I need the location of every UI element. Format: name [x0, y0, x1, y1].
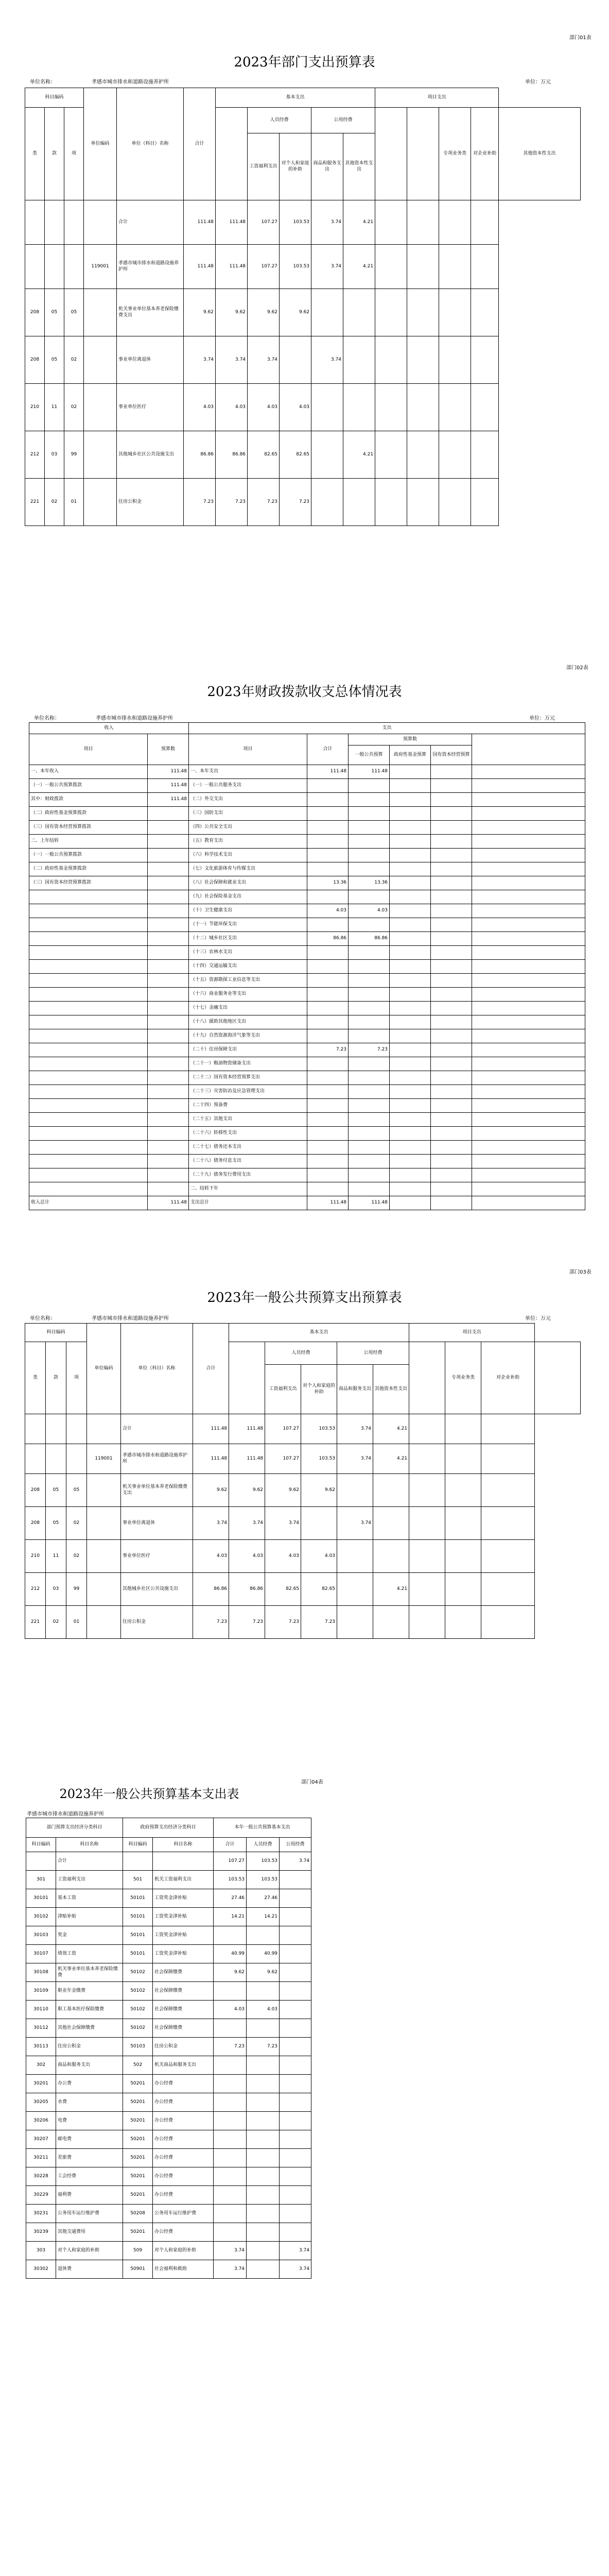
table-row: 302 商品和服务支出 502 机关商品和服务支出	[26, 2056, 311, 2075]
table-row: （二十七）债务还本支出	[29, 1141, 585, 1155]
table-row: 301 工资福利支出 501 机关工资福利支出 103.53 103.53	[26, 1871, 311, 1889]
table-row: 30103 奖金 50101 工资奖金津补贴	[26, 1926, 311, 1945]
table-row: 30228 工会经费 50201 办公经费	[26, 2167, 311, 2186]
table4-title: 2023年一般公共预算基本支出表	[59, 1787, 239, 1801]
table-row: 208 05 05 机关事业单位基本养老保险缴费支出 9.62 9.62 9.62 9.62	[25, 1474, 581, 1507]
unit-name-4: 孝感市城市排水和道路设施养护所	[27, 1811, 104, 1817]
table-row: （十）卫生健康支出 4.03 4.03	[29, 904, 585, 918]
table-row: 208 05 05 机关事业单位基本养老保险缴费支出 9.62 9.62 9.62 9.62	[25, 289, 581, 336]
table3-title: 2023年一般公共预算支出预算表	[207, 1290, 402, 1306]
table-row: 30231 公务用车运行维护费 50208 公务用车运行维护费	[26, 2205, 311, 2223]
unit-label-2: 单位名称：	[34, 716, 60, 721]
unit-name-1: 孝感市城市排水和道路设施养护所	[92, 79, 169, 85]
unit-label-3: 单位名称：	[30, 1316, 56, 1321]
table-row: 303 对个人和家庭的补助 509 对个人和家庭的补助 3.74 3.74	[26, 2242, 311, 2260]
yuan-label-2: 单位：万元	[529, 716, 555, 721]
table-row: 212 03 99 其他城乡社区公共设施支出 86.86 86.86 82.65 82.65 4.21	[25, 431, 581, 479]
table-row: （十一）节能环保支出	[29, 918, 585, 932]
table-row: （二十九）债务发行费用支出	[29, 1168, 585, 1182]
table4-general-basic-expense: 部门预算支出经济分类科目 政府预算支出经济分类科目 本年一般公共预算基本支出 科目编码 科目名称 科目编码 科目名称 合计 人员经费 公用经费 合计 107.27 103.53 3.74 301 工资福利支出 501 机关工资福利支出 103.53 103.53 30101 基本工资 50101 工资奖金津补贴 27.46 27.46 30102 津贴补贴 50101 工资奖金津补贴 14.21 14.21 30103 奖金 50101 工资奖金津补贴 30107 绩效工资 50101 工资奖金津补贴 40.99 40.99 30108 机关事业单位基本养老保险缴费 50102 社会保障缴费 9.62 9.62 30109 职业年金缴费 50102 社会保障缴费 30110 职工基本医疗保险缴费 50102 社会保障缴费 4.03 4.03 30112 其他社会保障缴费 50102 社会保障缴费 30113 住房公积金 50103 住房公积金 7.23 7.23 302 商品和服务支出 502 机关商品和服务支出 30201 办公费 50201 办公经费 30205 水费 50201 办公经费 30206 电费 50201 办公经费 30207 邮电费 50201 办公经费 30211 差旅费 50201 办公经费 30228 工会经费 50201 办公经费 30229 福利费 50201 办公经费 30231 公务用车运行维护费 50208 公务用车运行维护费 30239 其他交通费用 50201 办公经费 303 对个人和家庭的补助 509 对个人和家庭的补助 3.74 3.74 30302 退休费 50901 社会福利和救助 3.74 3.74	[26, 1818, 311, 2279]
table-row: 208 05 02 事业单位离退休 3.74 3.74 3.74 3.74	[25, 336, 581, 384]
yuan-label-1: 单位：万元	[525, 79, 551, 85]
table-row: 合计 111.48 111.48 107.27 103.53 3.74 4.21	[25, 200, 581, 245]
page-number-3: 部门03表	[569, 1269, 591, 1275]
table-row: 210 11 02 事业单位医疗 4.03 4.03 4.03 4.03	[25, 1540, 581, 1573]
col-basic: 基本支出	[216, 88, 375, 108]
table-row: 合计 107.27 103.53 3.74	[26, 1852, 311, 1871]
table-row: （二）政府性基金预算拨款 （三）国防支出	[29, 807, 585, 821]
col-name: 单位（科目）名称	[117, 88, 184, 200]
table-row: 30206 电费 50201 办公经费	[26, 2112, 311, 2130]
table-row: （十八）援助其他地区支出	[29, 1015, 585, 1029]
table-row: 30239 其他交通费用 50201 办公经费	[26, 2223, 311, 2242]
table-row: （十九）自然资源海洋气象等支出	[29, 1029, 585, 1043]
table-row: 30102 津贴补贴 50101 工资奖金津补贴 14.21 14.21	[26, 1908, 311, 1926]
col-unitcode: 单位编码	[84, 88, 117, 200]
table2-fiscal-overview: 收入 支出 项目 预算数 项目 合计 预算数 一般公共预算 政府性基金预算 国有资本经营预算 一、本年收入 111.48 一、本年支出 111.48 111.48 （一）一般公共预算拨款 111.48 （一）一般公共服务支出 其中：财政拨款 111.48 （二）外交支出 （二）政府性基金预算拨款 （三）国防支出 （三）国有资本经营预算拨款 （四）公共安全支出 二、上年结转 （五）教育支出 （一）一般公共预算拨款 （六）科学技术支出 （二）政府性基金预算拨款 （七）文化旅游体育与传媒支出 （三）国有资本经营预算拨款 （八）社会保障和就业支出 13.36 13.36 （九）社会保险基金支出 （十）卫生健康支出 4.03 4.03 （十一）节能环保支出 （十二）城乡社区支出 86.86 86.86 （十三）农林水支出 （十四）交通运输支出 （十五）资源勘探工业信息等支出 （十六）商业服务业等支出 （十七）金融支出 （十八）援助其他地区支出 （十九）自然资源海洋气象等支出 （二十）住房保障支出 7.23 7.23 （二十一）粮油物资储备支出 （二十二）国有资本经营预算支出 （二十三）灾害防治及应急管理支出 （二十四）预备费 （二十五）其他支出 （二十六）转移性支出 （二十七）债务还本支出 （二十八）债务付息支出 （二十九）债务发行费用支出 二、结转下年 收入总计 111.48 支出总计 111.48 111.48	[29, 722, 585, 1210]
table-row: （一）一般公共预算拨款 111.48 （一）一般公共服务支出	[29, 779, 585, 793]
table-row: （二十三）灾害防治及应急管理支出	[29, 1085, 585, 1099]
table3-general-budget-expense: 科目编码 单位编码 单位（科目）名称 合计 基本支出 项目支出 类 款 项 人员经费 公用经费 专项业务类 对企业补助 工资福利支出 对个人和家庭的补助 商品和服务支出 其他资本性支出 合计 111.48 111.48 107.27 103.53 3.74 4.21 119001 孝感市城市排水和道路设施养护所 111.48 111.48 107.27 103.53 3.74 4.21 208 05 05 机关事业单位基本养老保险缴费支出 9.62 9.62 9.62 9.62 208 05 02 事业单位离退休 3.74 3.74 3.74 3.74 210 11 02 事业单位医疗 4.03 4.03 4.03 4.03 212 03 99 其他城乡社区公共设施支出 86.86 86.86 82.65 82.65 4.21 221 02 01 住房公积金 7.23 7.23 7.23 7.23	[25, 1323, 581, 1639]
unit-name-3: 孝感市城市排水和道路设施养护所	[92, 1316, 169, 1321]
table-row: （十三）农林水支出	[29, 946, 585, 960]
page-number-4: 部门04表	[301, 1780, 323, 1785]
table-row: （十七）金融支出	[29, 1002, 585, 1015]
table-row: 收入总计 111.48 支出总计 111.48 111.48	[29, 1196, 585, 1210]
table-row: 30113 住房公积金 50103 住房公积金 7.23 7.23	[26, 2038, 311, 2056]
table-row: （二十四）预备费	[29, 1099, 585, 1113]
table-row: 30205 水费 50201 办公经费	[26, 2093, 311, 2112]
table-row: （二十六）转移性支出	[29, 1127, 585, 1141]
table-row: （十二）城乡社区支出 86.86 86.86	[29, 932, 585, 946]
table-row: 其中：财政拨款 111.48 （二）外交支出	[29, 793, 585, 807]
table-row: （二十八）债务付息支出	[29, 1155, 585, 1168]
table1-department-expense: 科目编码 单位编码 单位（科目）名称 合计 基本支出 项目支出 类 款 项 人员经费 公用经费 专项业务类 对企业补助 其他资本性支出 工资福利支出 对个人和家庭的补助 商品和服务支出 其他资本性支出 合计 111.48 111.48 107.27 103.53 3.74 4.21 119001 孝感市城市排水和道路设施养护所 111.48 111.48 107.27 103.53 3.74 4.21 208 05 05 机关事业单位基本养老保险缴费支出 9.62 9.62 9.62 9.62 208 05 02 事业单位离退休 3.74 3.74 3.74 3.74 210 11 02 事业单位医疗 4.03 4.03 4.03 4.03 212 03 99 其他城乡社区公共设施支出 86.86 86.86 82.65 82.65 4.21 221 02 01 住房公积金 7.23 7.23 7.23 7.23	[25, 88, 581, 526]
table-row: 221 02 01 住房公积金 7.23 7.23 7.23 7.23	[25, 479, 581, 526]
table-row: 30110 职工基本医疗保险缴费 50102 社会保障缴费 4.03 4.03	[26, 2001, 311, 2019]
table-row: 30211 差旅费 50201 办公经费	[26, 2149, 311, 2167]
table-row: （三）国有资本经营预算拨款 （八）社会保障和就业支出 13.36 13.36	[29, 876, 585, 890]
table-row: （二十五）其他支出	[29, 1113, 585, 1127]
table-row: （十四）交通运输支出	[29, 960, 585, 974]
table-row: 30101 基本工资 50101 工资奖金津补贴 27.46 27.46	[26, 1889, 311, 1908]
table-row: 221 02 01 住房公积金 7.23 7.23 7.23 7.23	[25, 1606, 581, 1639]
table-row: 119001 孝感市城市排水和道路设施养护所 111.48 111.48 107.27 103.53 3.74 4.21	[25, 1444, 581, 1474]
table-row: （二）政府性基金预算拨款 （七）文化旅游体育与传媒支出	[29, 862, 585, 876]
table-row: 119001 孝感市城市排水和道路设施养护所 111.48 111.48 107.27 103.53 3.74 4.21	[25, 245, 581, 289]
table-row: 30112 其他社会保障缴费 50102 社会保障缴费	[26, 2019, 311, 2038]
unit-name-2: 孝感市城市排水和道路设施养护所	[96, 716, 173, 721]
table-row: 212 03 99 其他城乡社区公共设施支出 86.86 86.86 82.65 82.65 4.21	[25, 1573, 581, 1606]
table-row: （十五）资源勘探工业信息等支出	[29, 974, 585, 988]
col-project: 项目支出	[375, 88, 499, 108]
table-row: 二、上年结转 （五）教育支出	[29, 835, 585, 849]
table-row: （三）国有资本经营预算拨款 （四）公共安全支出	[29, 821, 585, 835]
table-row: 二、结转下年	[29, 1182, 585, 1196]
table-row: 一、本年收入 111.48 一、本年支出 111.48 111.48	[29, 765, 585, 779]
table-row: （二十）住房保障支出 7.23 7.23	[29, 1043, 585, 1057]
table-row: （十六）商业服务业等支出	[29, 988, 585, 1002]
table-row: 30201 办公费 50201 办公经费	[26, 2075, 311, 2093]
table1-title: 2023年部门支出预算表	[234, 55, 375, 70]
yuan-label-3: 单位：万元	[525, 1316, 551, 1321]
table-row: （二十一）粮油物资储备支出	[29, 1057, 585, 1071]
table-row: 合计 111.48 111.48 107.27 103.53 3.74 4.21	[25, 1414, 581, 1444]
table-row: 210 11 02 事业单位医疗 4.03 4.03 4.03 4.03	[25, 384, 581, 431]
table-row: （二十二）国有资本经营预算支出	[29, 1071, 585, 1085]
table-row: 30109 职业年金缴费 50102 社会保障缴费	[26, 1982, 311, 2001]
table-row: （九）社会保险基金支出	[29, 890, 585, 904]
col-total: 合计	[184, 88, 216, 200]
table-row: 30108 机关事业单位基本养老保险缴费 50102 社会保障缴费 9.62 9.62	[26, 1963, 311, 1982]
table-row: （一）一般公共预算拨款 （六）科学技术支出	[29, 849, 585, 862]
unit-label-1: 单位名称：	[30, 79, 56, 85]
table-row: 30229 福利费 50201 办公经费	[26, 2186, 311, 2205]
table2-title: 2023年财政拨款收支总体情况表	[207, 684, 402, 700]
table-row: 30302 退休费 50901 社会福利和救助 3.74 3.74	[26, 2260, 311, 2279]
col-code: 科目编码	[25, 88, 84, 108]
table-row: 30207 邮电费 50201 办公经费	[26, 2130, 311, 2149]
page-number-1: 部门01表	[569, 35, 591, 41]
table-row: 208 05 02 事业单位离退休 3.74 3.74 3.74 3.74	[25, 1507, 581, 1540]
table-row: 30107 绩效工资 50101 工资奖金津补贴 40.99 40.99	[26, 1945, 311, 1963]
page-number-2: 部门02表	[566, 665, 588, 671]
